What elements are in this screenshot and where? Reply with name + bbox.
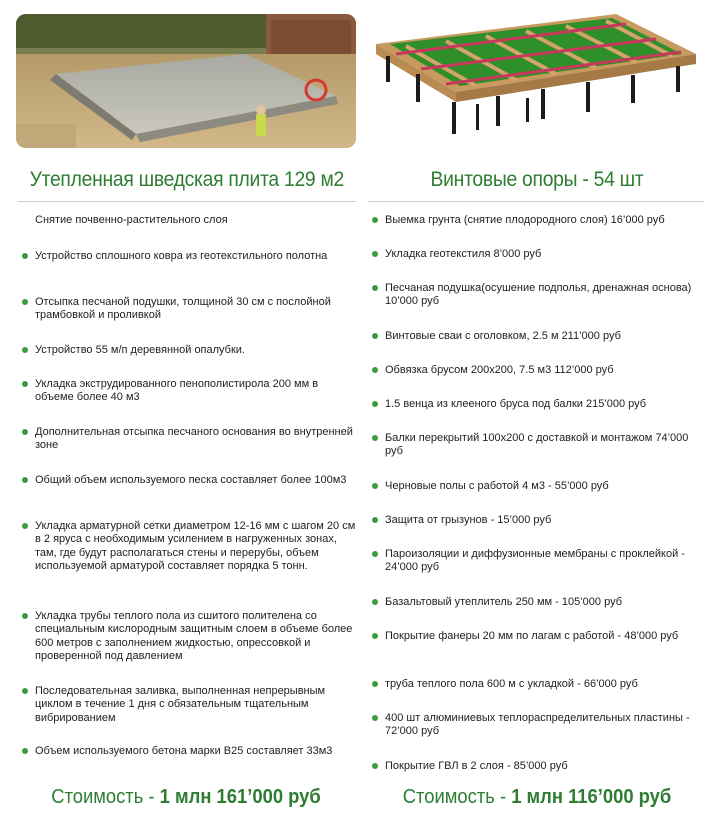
bullet-dot-icon <box>372 285 378 291</box>
list-item-text: Защита от грызунов - 15’000 руб <box>385 514 552 526</box>
list-item <box>16 474 356 487</box>
list-item-text: Покрытие ГВЛ в 2 слоя - 85’000 руб <box>385 760 568 772</box>
list-item-text: 1.5 венца из клееного бруса под балки 215’000 руб <box>385 398 647 410</box>
list-item-text: Отсыпка песчаной подушки, толщиной 30 см с послойной трамбовкой и проливкой <box>35 296 331 322</box>
slab-title-divider <box>18 201 356 202</box>
list-item <box>366 432 708 459</box>
list-item <box>366 364 708 377</box>
list-item <box>366 398 708 411</box>
list-item <box>16 520 356 574</box>
list-item <box>366 712 708 739</box>
list-item-text: Устройство сплошного ковра из геотекстильного полотна <box>35 250 328 262</box>
bullet-dot-icon <box>372 217 378 223</box>
bullet-dot-icon <box>372 681 378 687</box>
bullet-dot-icon <box>372 551 378 557</box>
bullet-dot-icon <box>372 633 378 639</box>
list-item-text: Укладка геотекстиля 8’000 руб <box>385 248 542 260</box>
list-item-text: Покрытие фанеры 20 мм по лагам с работой - 48’000 руб <box>385 630 679 642</box>
list-item-text: Снятие почвенно-растительного слоя <box>35 214 228 226</box>
list-item-text: Устройство 55 м/п деревянной опалубки. <box>35 344 245 356</box>
slab-title: Утепленная шведская плита 129 м2 <box>29 168 344 191</box>
list-item-text: труба теплого пола 600 м с укладкой - 66’000 руб <box>385 678 638 690</box>
list-item <box>16 296 356 323</box>
list-item <box>16 426 356 453</box>
screw-piles-price-value: 1 млн 116’000 руб <box>511 786 672 808</box>
list-item <box>366 630 708 643</box>
list-item-text: Балки перекрытий 100х200 с доставкой и монтажом 74’000 руб <box>385 432 689 458</box>
bullet-dot-icon <box>22 253 28 259</box>
bullet-dot-icon <box>372 517 378 523</box>
list-item <box>16 378 356 405</box>
list-item <box>366 214 708 227</box>
list-item <box>16 250 356 263</box>
list-item <box>366 760 708 773</box>
bullet-dot-icon <box>22 613 28 619</box>
bullet-dot-icon <box>372 483 378 489</box>
list-item <box>366 514 708 527</box>
bullet-dot-icon <box>372 401 378 407</box>
list-item <box>366 678 708 691</box>
list-item-text: Черновые полы с работой 4 м3 - 55’000 руб <box>385 480 609 492</box>
list-item-text: Укладка трубы теплого пола из сшитого полителена со специальным кислородным защитным слоем в объеме более 600 метров с заполнением жидкостью, опрессовкой и проверенной под давлением <box>35 610 353 663</box>
bullet-dot-icon <box>22 299 28 305</box>
list-item <box>16 745 356 758</box>
bullet-dot-icon <box>22 477 28 483</box>
slab-photo-image <box>16 14 356 148</box>
bullet-dot-icon <box>22 347 28 353</box>
list-item-text: Укладка экструдированного пенополистирола 200 мм в объеме более 40 м3 <box>35 378 319 404</box>
slab-price-label: Стоимость - <box>51 786 160 808</box>
list-item <box>366 248 708 261</box>
screw-piles-photo <box>366 14 704 148</box>
screw-piles-price <box>380 786 695 809</box>
screw-piles-price-label: Стоимость - <box>402 786 512 808</box>
list-item <box>366 282 708 309</box>
list-item-text: Общий объем используемого песка составляет более 100м3 <box>35 474 347 486</box>
screw-piles-title: Винтовые опоры - 54 шт <box>430 168 644 191</box>
bullet-dot-icon <box>372 435 378 441</box>
list-item <box>366 596 708 609</box>
list-item-text: Укладка арматурной сетки диаметром 12-16 мм с шагом 20 см в 2 яруса с необходимым усилением в нагруженных зонах, там, где будут располагаться стены и перерубы, объем используемой арматурой составляет порядка 5 тонн. <box>35 520 356 573</box>
list-item-text: Песчаная подушка(осушение подполья, дренажная основа) 10’000 руб <box>385 282 692 308</box>
bullet-dot-icon <box>22 523 28 529</box>
slab-price <box>30 786 343 809</box>
bullet-dot-icon <box>372 251 378 257</box>
list-item <box>16 610 356 664</box>
bullet-dot-icon <box>372 599 378 605</box>
list-item-text: 400 шт алюминиевых теплораспределительных пластины - 72’000 руб <box>385 712 690 738</box>
slab-foundation-photo <box>16 14 356 148</box>
list-item <box>16 214 356 227</box>
slab-price-value: 1 млн 161’000 руб <box>159 786 321 808</box>
list-item-text: Выемка грунта (снятие плодородного слоя) 16’000 руб <box>385 214 665 226</box>
list-item <box>16 344 356 357</box>
bullet-dot-icon <box>22 748 28 754</box>
list-item-text: Последовательная заливка, выполненная непрерывным циклом в течение 1 дня с обязательным тщательным вибрированием <box>35 685 326 724</box>
bullet-dot-icon <box>22 429 28 435</box>
bullet-dot-icon <box>372 715 378 721</box>
bullet-dot-icon <box>22 688 28 694</box>
screw-piles-image <box>366 14 704 148</box>
list-item-text: Винтовые сваи с оголовком, 2.5 м 211’000 руб <box>385 330 621 342</box>
list-item-text: Дополнительная отсыпка песчаного основания во внутренней зоне <box>35 426 353 452</box>
list-item-text: Объем используемого бетона марки В25 составляет 33м3 <box>35 745 333 757</box>
list-item-text: Пароизоляции и диффузионные мембраны с проклейкой - 24’000 руб <box>385 548 685 574</box>
bullet-dot-icon <box>372 367 378 373</box>
list-item <box>366 330 708 343</box>
list-item <box>366 480 708 493</box>
list-item-text: Обвязка брусом 200х200, 7.5 м3 112’000 руб <box>385 364 614 376</box>
list-item-text: Базальтовый утеплитель 250 мм - 105’000 руб <box>385 596 623 608</box>
bullet-dot-icon <box>22 381 28 387</box>
list-item <box>16 685 356 725</box>
bullet-dot-icon <box>372 763 378 769</box>
bullet-dot-icon <box>372 333 378 339</box>
list-item <box>366 548 708 575</box>
screw-piles-title-divider <box>368 201 704 202</box>
